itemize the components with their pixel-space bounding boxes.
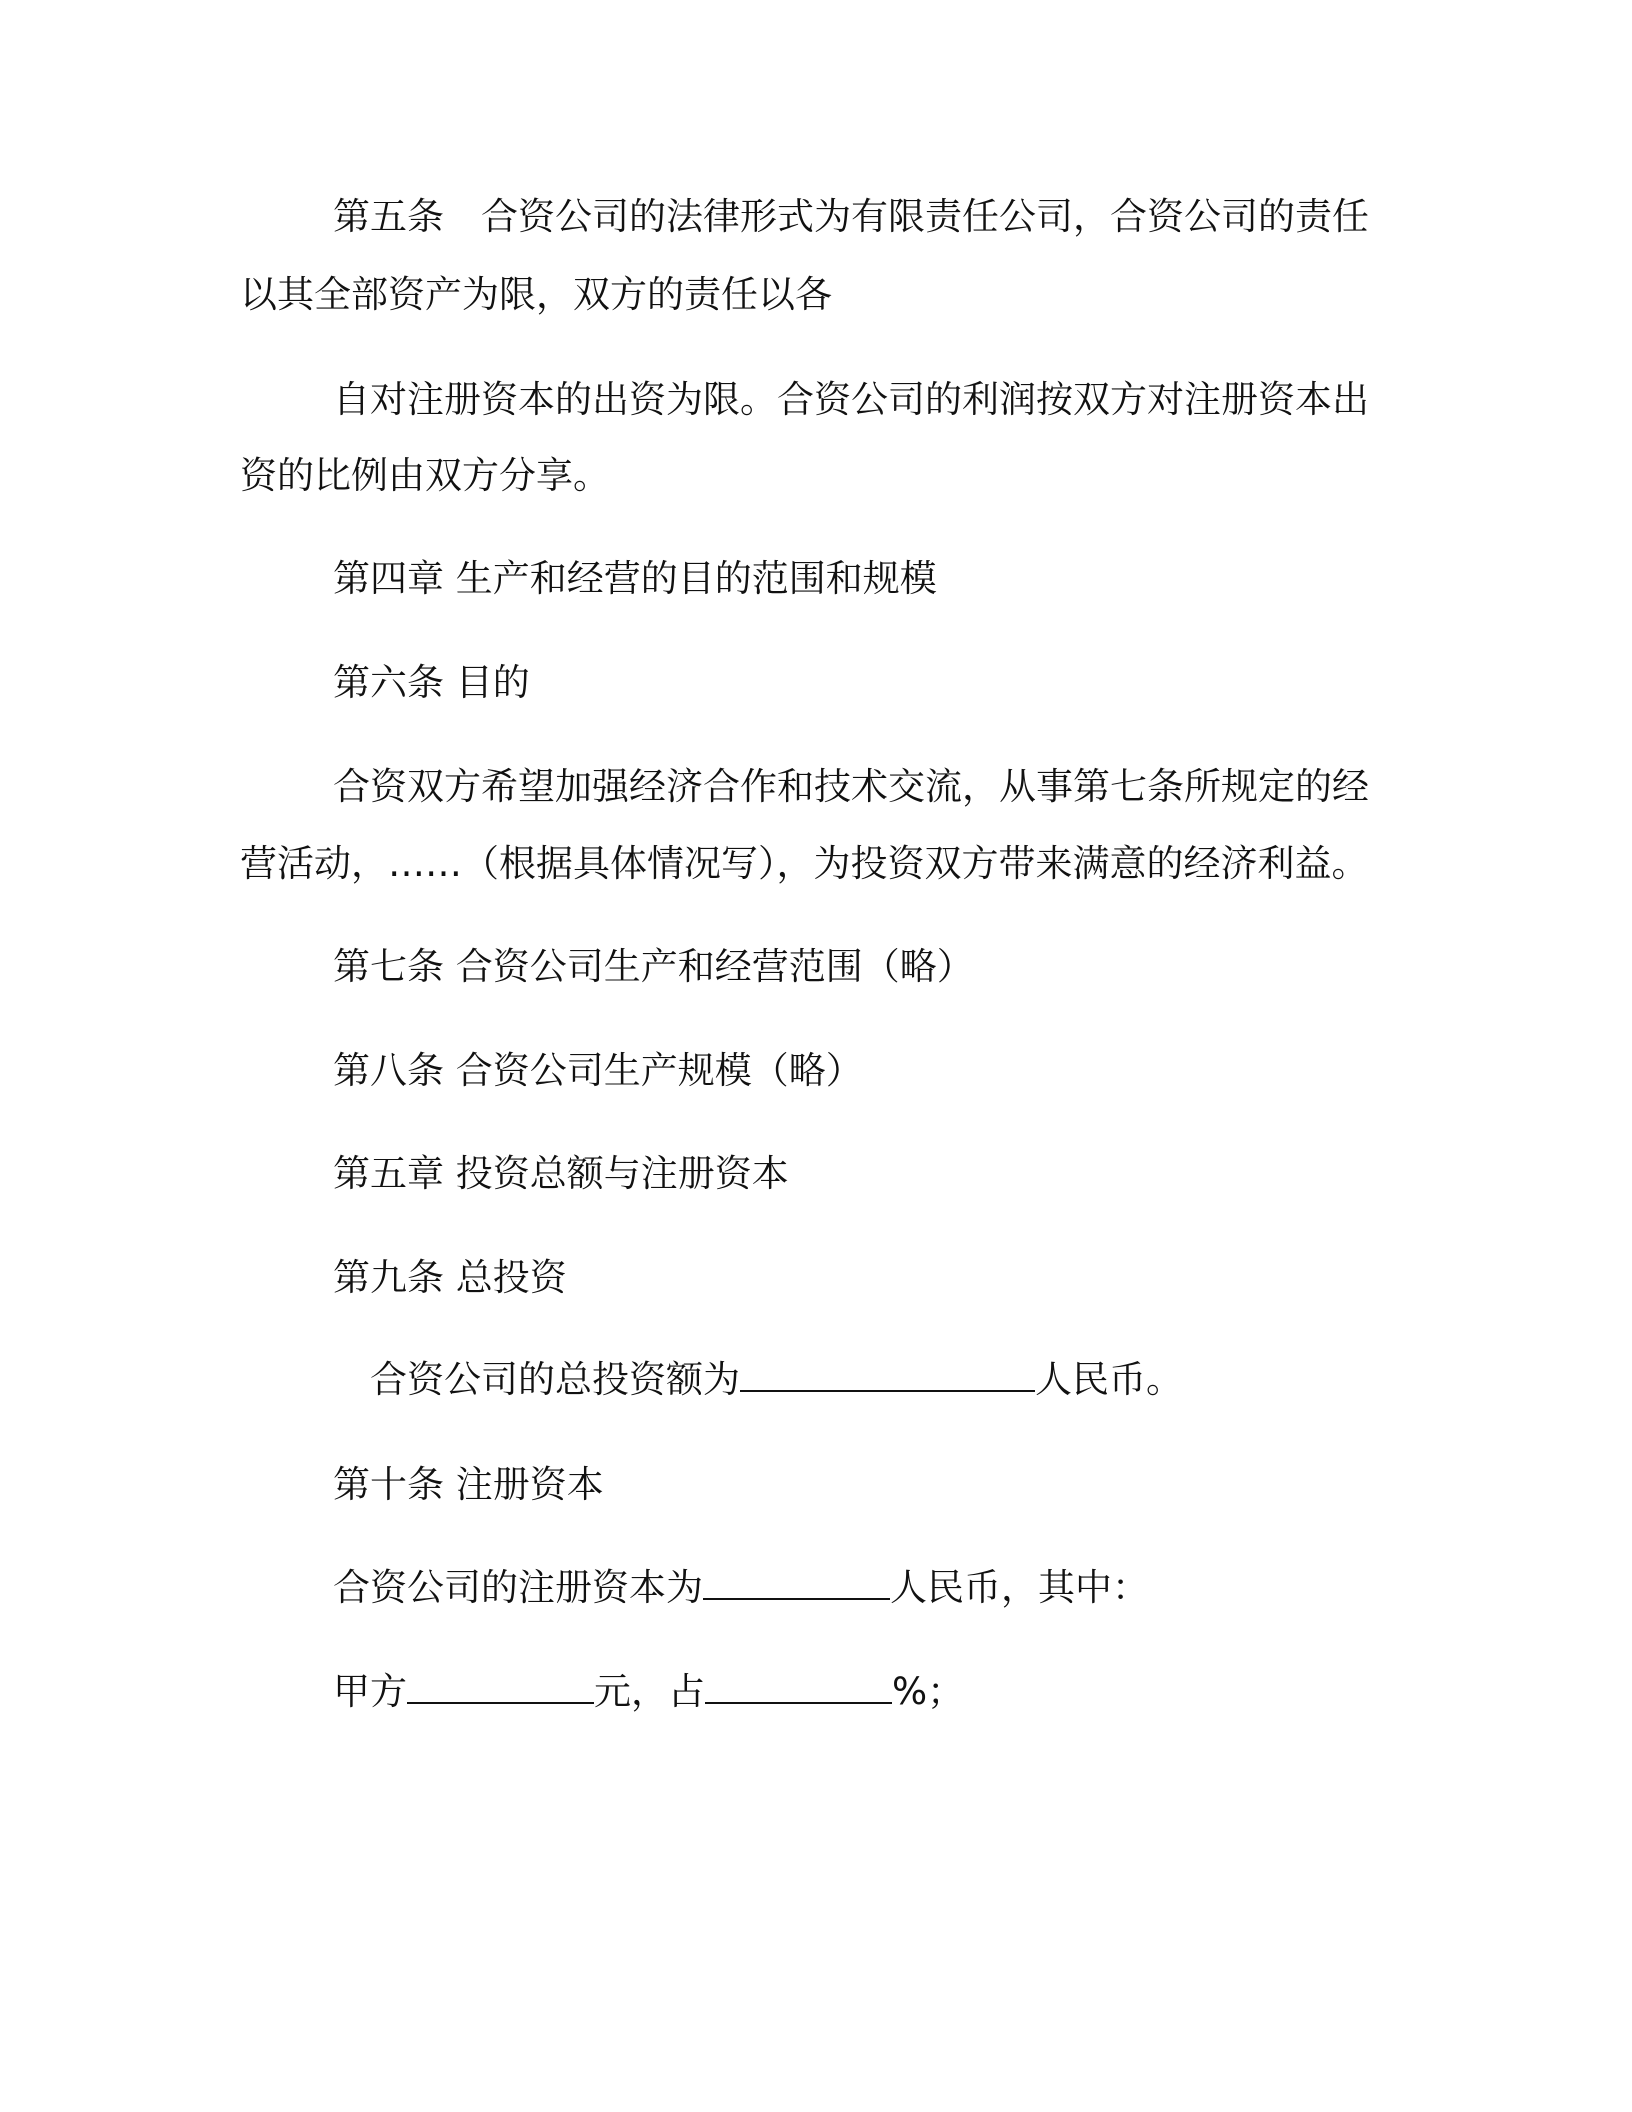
article-6-body-line2: 营活动，……（根据具体情况写），为投资双方带来满意的经济利益。 xyxy=(240,842,1369,885)
paragraph-5a-line2: 以其全部资产为限，双方的责任以各 xyxy=(240,273,832,316)
article-9-body-prefix: 合资公司的总投资额为 xyxy=(370,1358,740,1401)
article-9-heading: 第九条 总投资 xyxy=(333,1256,567,1299)
party-a-middle: 元，占 xyxy=(594,1670,705,1713)
article-9-body-suffix: 人民币。 xyxy=(1035,1358,1183,1401)
article-6-body-line1: 合资双方希望加强经济合作和技术交流，从事第七条所规定的经 xyxy=(333,765,1369,808)
party-a-percent-blank[interactable] xyxy=(705,1672,892,1704)
article-10-heading: 第十条 注册资本 xyxy=(333,1463,604,1506)
article-10-body-prefix: 合资公司的注册资本为 xyxy=(333,1566,703,1609)
total-investment-blank[interactable] xyxy=(740,1360,1035,1392)
article-6-heading: 第六条 目的 xyxy=(333,661,530,704)
party-a-amount-blank[interactable] xyxy=(407,1672,594,1704)
registered-capital-blank[interactable] xyxy=(703,1568,890,1600)
paragraph-5b-line1: 自对注册资本的出资为限。合资公司的利润按双方对注册资本出 xyxy=(333,378,1369,421)
paragraph-5b-line2: 资的比例由双方分享。 xyxy=(240,454,610,497)
article-7-heading: 第七条 合资公司生产和经营范围（略） xyxy=(333,945,974,988)
paragraph-5a-line1: 第五条 合资公司的法律形式为有限责任公司，合资公司的责任 xyxy=(333,195,1369,238)
party-a-line xyxy=(333,1670,964,1714)
article-9-body xyxy=(370,1358,1183,1402)
article-8-heading: 第八条 合资公司生产规模（略） xyxy=(333,1049,863,1092)
party-a-prefix: 甲方 xyxy=(333,1670,407,1713)
article-10-body-suffix: 人民币，其中： xyxy=(890,1566,1149,1609)
party-a-suffix: %； xyxy=(892,1670,965,1713)
article-10-body xyxy=(333,1566,1149,1610)
chapter-5-heading: 第五章 投资总额与注册资本 xyxy=(333,1152,789,1195)
chapter-4-heading: 第四章 生产和经营的目的范围和规模 xyxy=(333,557,937,600)
